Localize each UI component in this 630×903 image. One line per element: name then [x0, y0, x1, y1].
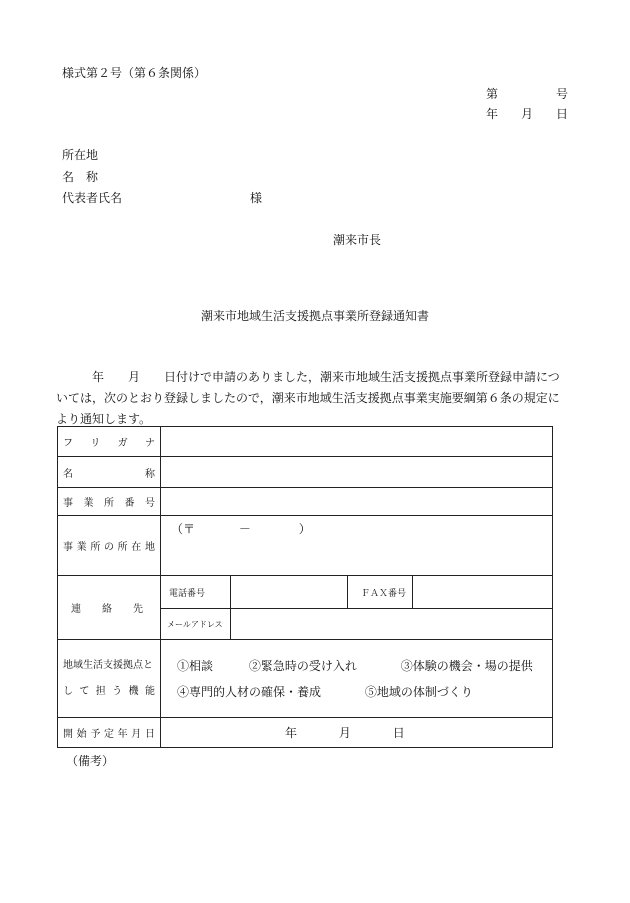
function-label-line2: し て 担 う 機 能: [63, 685, 155, 697]
body-paragraph: 年 月 日付けで申請のありました，潮来市地域生活支援拠点事業所登録申請については，次のとおり登録しましたので，潮来市地域生活支援拠点事業実施要綱第６条の規定により通知します。: [56, 370, 560, 426]
document-title: 潮来市地域生活支援拠点事業所登録通知書: [200, 309, 429, 323]
email-value[interactable]: [231, 609, 553, 640]
remarks-label: （備考）: [66, 754, 115, 768]
row-furigana: [58, 427, 553, 457]
addressee-name-label: 名 称: [62, 170, 99, 184]
start-date-label-chars: 開 始 予 定 年 月 日: [63, 729, 155, 740]
row-name: [58, 457, 553, 488]
start-date-year: 年: [285, 726, 298, 740]
document-date-day: 日: [556, 107, 569, 121]
postal-close: ）: [298, 522, 311, 536]
form-number: 様式第２号（第６条関係）: [62, 66, 207, 80]
name-label-chars: 名 称: [63, 468, 155, 480]
start-date-day: 日: [392, 726, 405, 740]
furigana-label-chars: フ リ ガ ナ: [63, 438, 155, 449]
row-contact-phone: [58, 576, 553, 609]
postal-dash: －: [238, 522, 251, 536]
function-options-line1: [177, 653, 552, 679]
office-number-value[interactable]: [161, 488, 553, 516]
function-options-line2: [177, 679, 552, 705]
function-options: [161, 640, 553, 718]
contact-label-chars: 連 絡 先: [71, 604, 143, 615]
function-option-3[interactable]: ③体験の機会・場の提供: [400, 658, 533, 673]
addressee-honorific: 様: [250, 191, 263, 205]
addressee-location-label: 所在地: [62, 148, 99, 162]
fax-value[interactable]: [413, 576, 553, 609]
contact-label: [58, 576, 161, 640]
office-address-label-chars: 事 業 所 の 所 在 地: [63, 542, 155, 553]
email-label: メールアドレス: [161, 609, 231, 640]
office-address-label: [58, 516, 161, 576]
function-label: [58, 640, 161, 718]
document-number-suffix: 号: [556, 87, 569, 101]
function-option-1[interactable]: ①相談: [177, 658, 214, 673]
name-value[interactable]: [161, 457, 553, 488]
row-office-number: [58, 488, 553, 516]
fax-label: ＦＡＸ番号: [348, 576, 413, 609]
registration-table: [57, 426, 553, 748]
name-label: [58, 457, 161, 488]
postal-open: （〒: [171, 522, 196, 536]
document-date-month: 月: [521, 107, 534, 121]
office-number-label-chars: 事 業 所 番 号: [63, 498, 155, 509]
phone-label: 電話番号: [161, 576, 231, 609]
row-office-address: [58, 516, 553, 576]
office-number-label: [58, 488, 161, 516]
office-address-value[interactable]: [161, 516, 553, 576]
document-date-year: 年: [486, 107, 499, 121]
issuer-name: 潮来市長: [333, 233, 382, 247]
start-date-value[interactable]: [161, 718, 553, 748]
function-option-5[interactable]: ⑤地域の体制づくり: [364, 684, 473, 699]
function-label-line1: 地域生活支援拠点と: [63, 659, 153, 671]
row-functions: [58, 640, 553, 718]
phone-value[interactable]: [231, 576, 348, 609]
addressee-representative-label: 代表者氏名: [62, 191, 123, 205]
furigana-label: [58, 427, 161, 457]
start-date-label: [58, 718, 161, 748]
document-number-prefix: 第: [486, 87, 499, 101]
function-option-4[interactable]: ④専門的人材の確保・養成: [177, 684, 322, 699]
furigana-value[interactable]: [161, 427, 553, 457]
function-option-2[interactable]: ②緊急時の受け入れ: [248, 658, 357, 673]
row-start-date: [58, 718, 553, 748]
start-date-month: 月: [338, 726, 351, 740]
